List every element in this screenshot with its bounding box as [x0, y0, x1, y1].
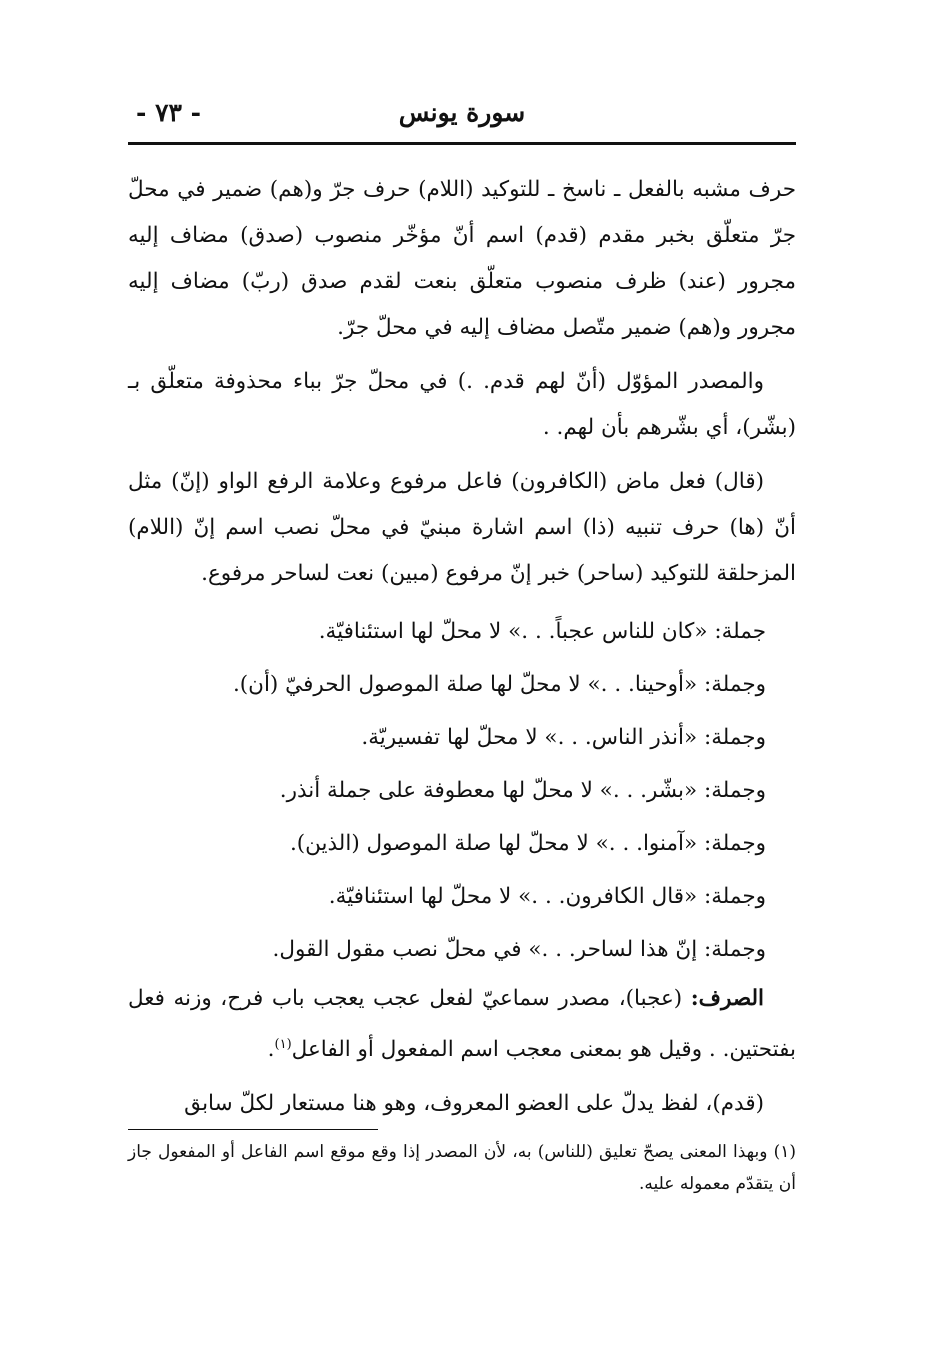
- book-page: [128, 90, 796, 1200]
- list-item: جملة: «كان للناس عجباً. . .» لا محلّ لها استئنافيّة.: [318, 619, 766, 644]
- paragraph-irab-1: حرف مشبه بالفعل ـ ناسخ ـ للتوكيد (اللام) حرف جرّ و(هم) ضمير في محلّ جرّ متعلّق بخبر مقدم (قدم) اسم أنّ مؤخّر منصوب (صدق) مضاف إليه مجرور (عند) ظرف منصوب متعلّق بنعت لقدم صدق (ربّ) مضاف إليه مجرور و(هم) ضمير متّصل مضاف إليه في محلّ جرّ.: [128, 177, 796, 340]
- list-item: وجملة: «آمنوا. . .» لا محلّ لها صلة الموصول (الذين).: [289, 831, 766, 856]
- surah-title: سورة يونس: [398, 98, 526, 127]
- list-item: وجملة: «أوحينا. . .» لا محلّ لها صلة الموصول الحرفيّ (أن).: [232, 672, 766, 697]
- paragraph-masdar: والمصدر المؤوّل (أنّ لهم قدم. .) في محلّ جرّ بباء محذوفة متعلّق بـ (بشّر)، أي بشّرهم بأن لهم. .: [128, 369, 796, 440]
- sentence-list: [128, 605, 796, 976]
- list-item: وجملة: إنّ هذا لساحر. . .» في محلّ نصب مقول القول.: [272, 937, 766, 962]
- footnote-marker: (١): [274, 1037, 292, 1052]
- page-header: [128, 90, 796, 145]
- page-number: - ٧٣ -: [136, 98, 202, 127]
- list-item: وجملة: «قال الكافرون. . .» لا محلّ لها استئنافيّة.: [328, 884, 766, 909]
- list-item: وجملة: «أنذر الناس. . .» لا محلّ لها تفسيريّة.: [361, 725, 766, 750]
- footnote-1: (١) وبهذا المعنى يصحّ تعليق (للناس) به، لأن المصدر إذا وقع موقع اسم الفاعل أو المفعول جاز أن يتقدّم معموله عليه.: [128, 1142, 796, 1195]
- sarf-label: الصرف:: [690, 986, 764, 1011]
- footnote-separator: [128, 1129, 378, 1130]
- sarf-text: (عجبا)، مصدر سماعيّ لفعل عجب يعجب باب فرح، وزنه فعل بفتحتين. . وقيل هو بمعنى معجب اسم المفعول أو الفاعل: [128, 986, 796, 1063]
- page-body: [128, 145, 796, 1200]
- paragraph-qadam: (قدم)، لفظ يدلّ على العضو المعروف، وهو هنا مستعار لكلّ سابق: [184, 1091, 764, 1117]
- list-item: وجملة: «بشّر. . .» لا محلّ لها معطوفة على جملة أنذر.: [279, 778, 766, 803]
- paragraph-sarf: [128, 976, 796, 1073]
- sarf-end: .: [267, 1037, 275, 1063]
- paragraph-qala: (قال) فعل ماض (الكافرون) فاعل مرفوع وعلامة الرفع الواو (إنّ) مثل أنّ (ها) حرف تنبيه (ذا) اسم اشارة مبنيّ في محلّ نصب اسم إنّ (اللام) المزحلقة للتوكيد (ساحر) خبر إنّ مرفوع (مبين) نعت لساحر مرفوع.: [128, 469, 796, 586]
